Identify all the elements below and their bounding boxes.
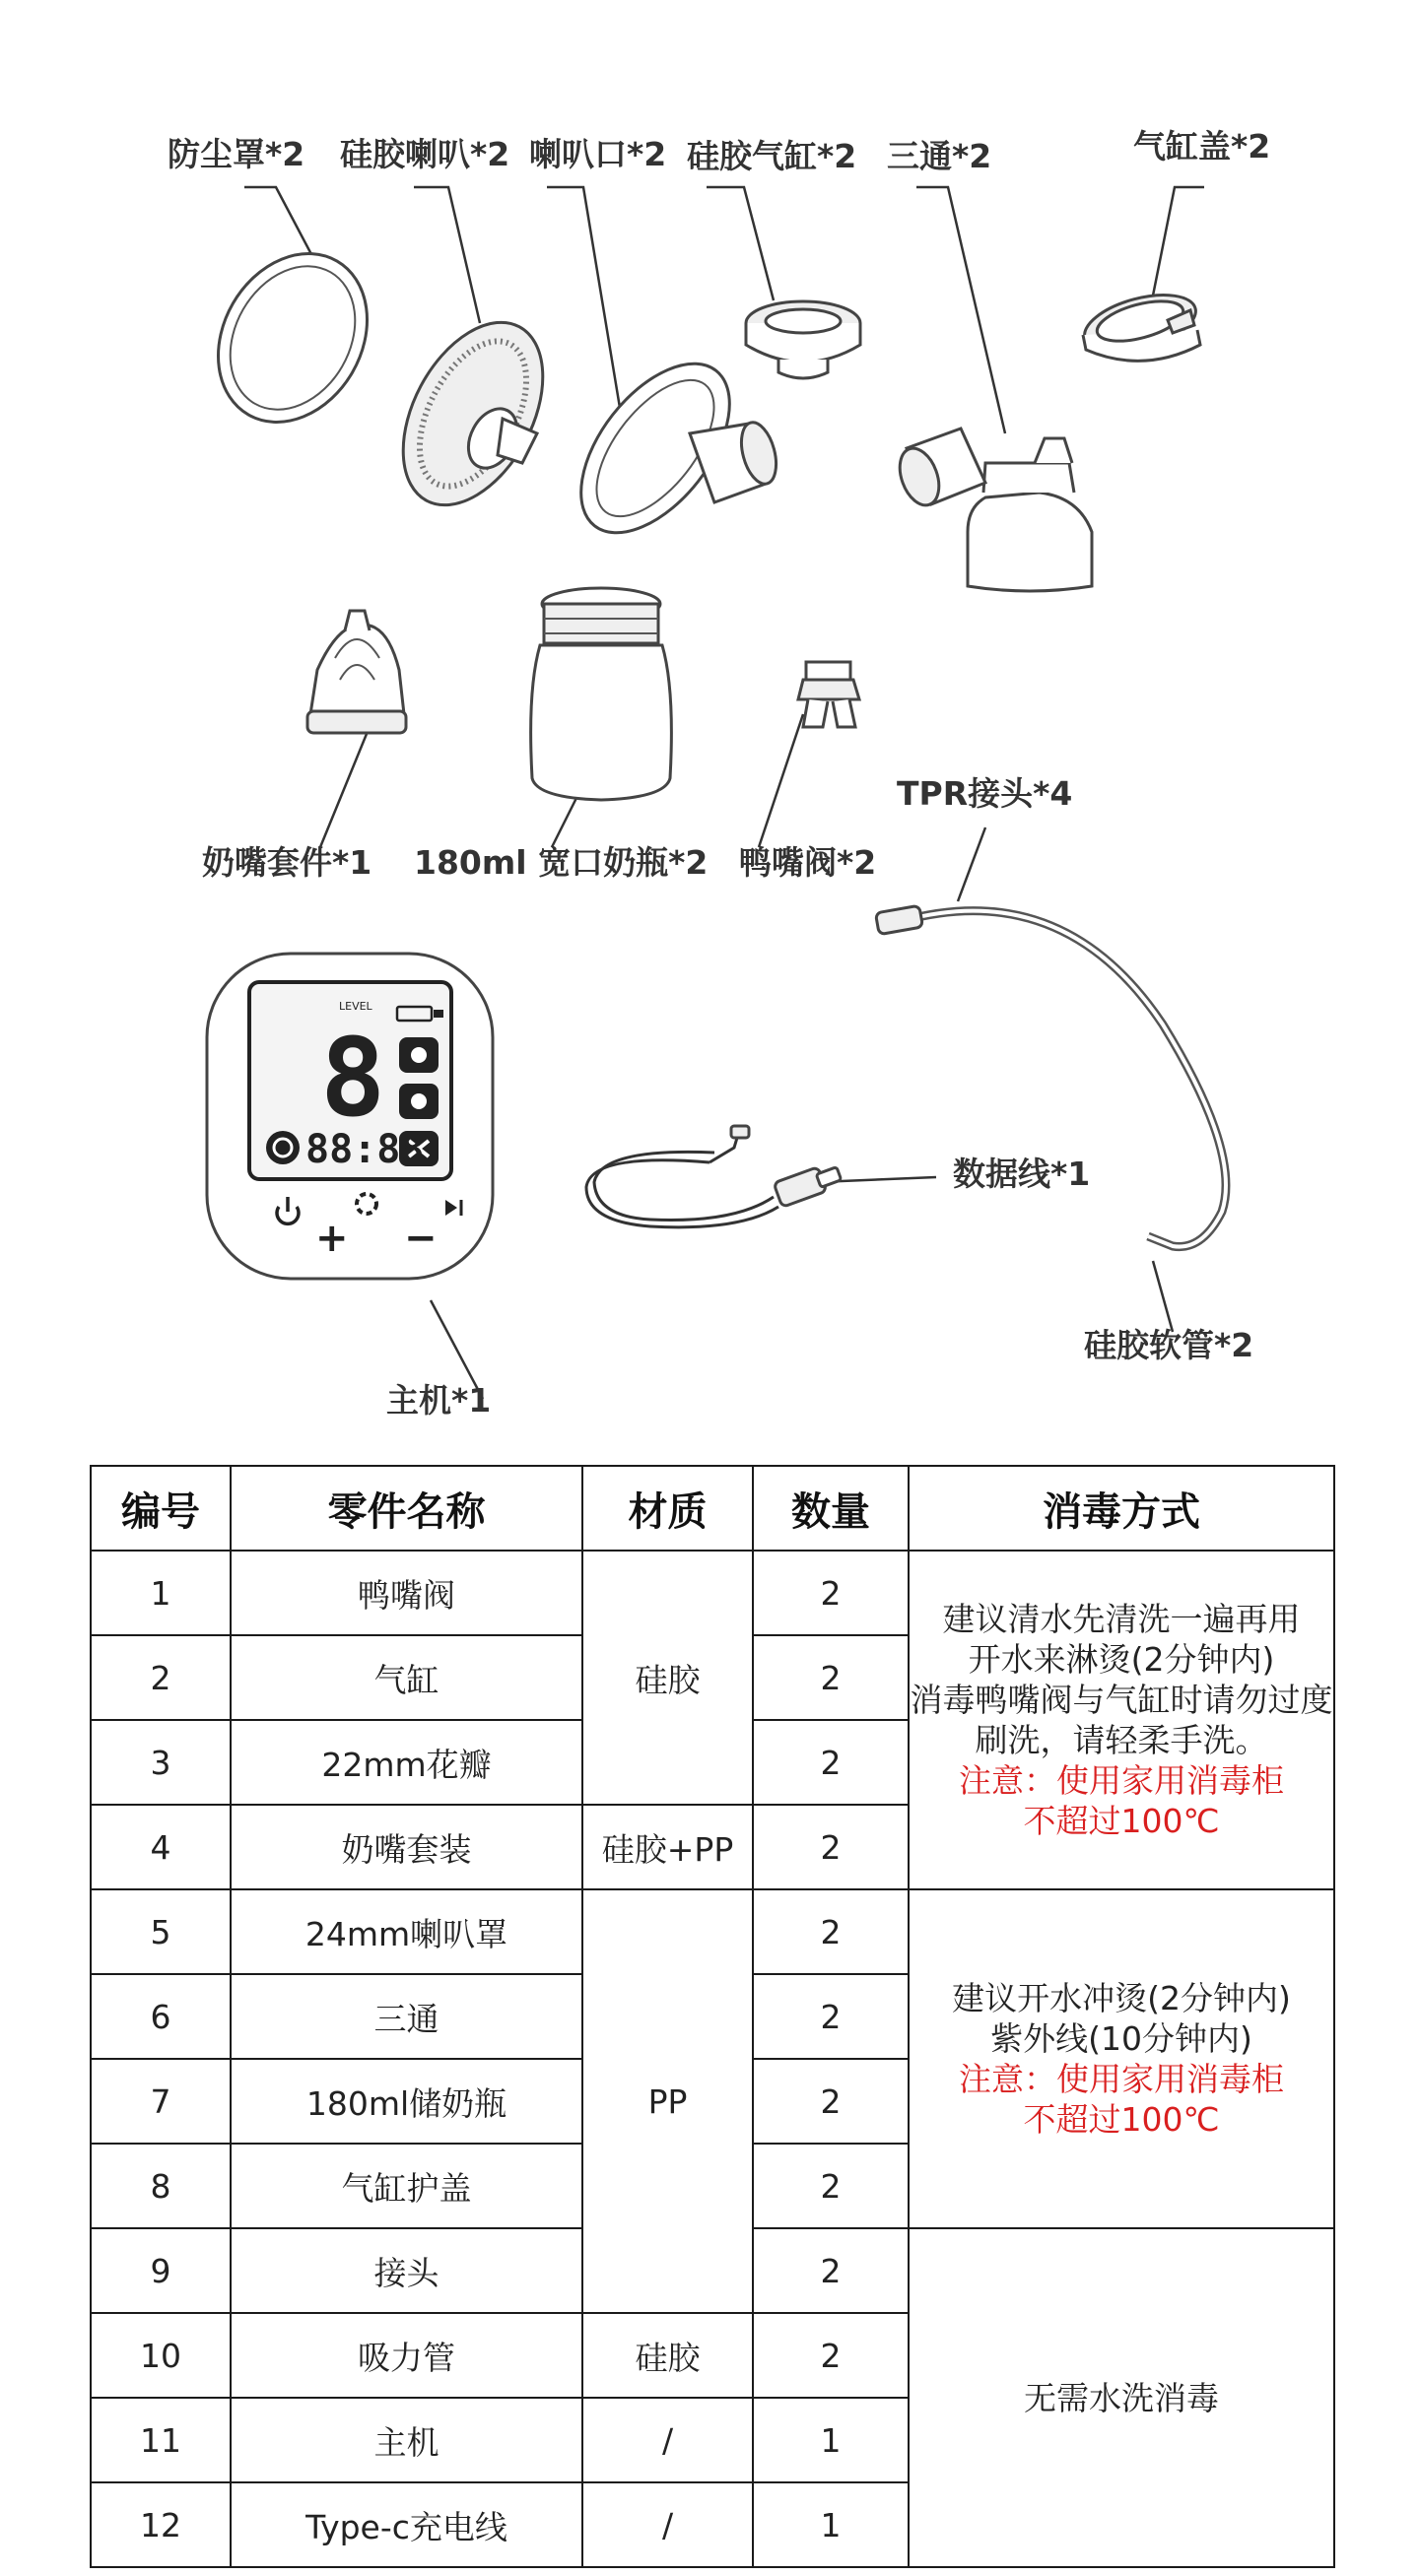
duckbill-valve <box>798 662 859 727</box>
tpr-connector-and-tube <box>875 905 1226 1246</box>
plus-icon: + <box>315 1216 349 1261</box>
row-number: 7 <box>91 2059 231 2144</box>
row-quantity: 1 <box>753 2398 909 2482</box>
label-duckbill: 鸭嘴阀*2 <box>739 843 877 882</box>
label-nipple-kit: 奶嘴套件*1 <box>202 843 372 882</box>
header-part-name: 零件名称 <box>231 1466 582 1551</box>
main-unit <box>207 954 493 1279</box>
row-quantity: 2 <box>753 1720 909 1805</box>
note-line: 建议开水冲烫(2分钟内) <box>952 1979 1291 2017</box>
row-quantity: 2 <box>753 2059 909 2144</box>
row-material: / <box>582 2398 753 2482</box>
header-number: 编号 <box>91 1466 231 1551</box>
row-part-name: 气缸护盖 <box>231 2144 582 2228</box>
row-quantity: 2 <box>753 1551 909 1635</box>
row-quantity: 1 <box>753 2482 909 2567</box>
row-part-name: 气缸 <box>231 1635 582 1720</box>
row-quantity: 2 <box>753 1974 909 2059</box>
nipple-kit <box>307 611 406 733</box>
row-material: PP <box>582 1889 753 2313</box>
row-number: 5 <box>91 1889 231 1974</box>
note-line: 无需水洗消毒 <box>1024 2378 1219 2417</box>
note-warning: 注意：使用家用消毒柜 <box>959 2060 1284 2098</box>
header-material: 材质 <box>582 1466 753 1551</box>
label-bottle: 180ml 宽口奶瓶*2 <box>414 843 709 882</box>
type-c-cable <box>586 1126 842 1227</box>
level-digit: 8 <box>320 1015 386 1141</box>
label-dust-cover: 防尘罩*2 <box>168 135 305 173</box>
label-tube: 硅胶软管*2 <box>1084 1326 1254 1364</box>
row-quantity: 2 <box>753 1635 909 1720</box>
row-quantity: 2 <box>753 2228 909 2313</box>
row-quantity: 2 <box>753 2313 909 2398</box>
row-number: 4 <box>91 1805 231 1889</box>
row-number: 8 <box>91 2144 231 2228</box>
note-warning: 不超过100℃ <box>1023 2100 1220 2139</box>
row-number: 10 <box>91 2313 231 2398</box>
row-part-name: 三通 <box>231 1974 582 2059</box>
label-tee: 三通*2 <box>887 137 992 175</box>
label-silicone-cylinder: 硅胶气缸*2 <box>687 137 857 175</box>
disinfection-note-c <box>909 2228 1334 2567</box>
row-part-name: 接头 <box>231 2228 582 2313</box>
row-number: 11 <box>91 2398 231 2482</box>
disinfection-note-b <box>909 1889 1334 2228</box>
label-silicone-horn: 硅胶喇叭*2 <box>340 135 510 173</box>
table-row <box>91 1551 1334 1635</box>
disinfection-note-a <box>909 1551 1334 1889</box>
row-part-name: Type-c充电线 <box>231 2482 582 2567</box>
header-disinfection: 消毒方式 <box>909 1466 1334 1551</box>
note-line: 刷洗，请轻柔手洗。 <box>975 1721 1268 1759</box>
header-quantity: 数量 <box>753 1466 909 1551</box>
label-host: 主机*1 <box>386 1381 492 1420</box>
parts-table <box>90 1465 1335 2568</box>
note-warning: 不超过100℃ <box>1023 1802 1220 1840</box>
row-number: 12 <box>91 2482 231 2567</box>
row-part-name: 吸力管 <box>231 2313 582 2398</box>
row-part-name: 奶嘴套装 <box>231 1805 582 1889</box>
note-line: 消毒鸭嘴阀与气缸时请勿过度 <box>910 1681 1333 1719</box>
time-display: 88:88 <box>305 1127 425 1172</box>
row-material: 硅胶+PP <box>582 1805 753 1889</box>
row-quantity: 2 <box>753 1805 909 1889</box>
note-line: 紫外线(10分钟内) <box>990 2019 1252 2058</box>
row-number: 2 <box>91 1635 231 1720</box>
silicone-cylinder <box>746 301 860 378</box>
minus-icon: − <box>404 1216 438 1261</box>
table-header-row <box>91 1466 1334 1551</box>
cylinder-cap <box>1079 285 1202 362</box>
row-material: 硅胶 <box>582 1551 753 1805</box>
horn-mouth <box>552 337 782 559</box>
note-line: 建议清水先清洗一遍再用 <box>942 1600 1301 1638</box>
row-number: 1 <box>91 1551 231 1635</box>
table-row <box>91 1889 1334 1974</box>
row-quantity: 2 <box>753 1889 909 1974</box>
silicone-horn <box>374 299 572 529</box>
label-cable: 数据线*1 <box>953 1155 1091 1193</box>
label-tpr: TPR接头*4 <box>897 774 1073 813</box>
label-cylinder-cap: 气缸盖*2 <box>1133 127 1271 165</box>
level-text: LEVEL <box>339 1000 372 1013</box>
row-part-name: 22mm花瓣 <box>231 1720 582 1805</box>
row-material: / <box>582 2482 753 2567</box>
row-quantity: 2 <box>753 2144 909 2228</box>
row-part-name: 180ml储奶瓶 <box>231 2059 582 2144</box>
row-number: 3 <box>91 1720 231 1805</box>
note-line: 开水来淋烫(2分钟内) <box>968 1640 1275 1679</box>
row-part-name: 主机 <box>231 2398 582 2482</box>
bottle <box>531 588 672 800</box>
tee-connector <box>893 429 1092 591</box>
label-horn-mouth: 喇叭口*2 <box>529 135 667 173</box>
row-number: 9 <box>91 2228 231 2313</box>
note-warning: 注意：使用家用消毒柜 <box>959 1761 1284 1800</box>
dust-cover-ring <box>188 227 396 449</box>
row-part-name: 24mm喇叭罩 <box>231 1889 582 1974</box>
row-material: 硅胶 <box>582 2313 753 2398</box>
row-number: 6 <box>91 1974 231 2059</box>
row-part-name: 鸭嘴阀 <box>231 1551 582 1635</box>
